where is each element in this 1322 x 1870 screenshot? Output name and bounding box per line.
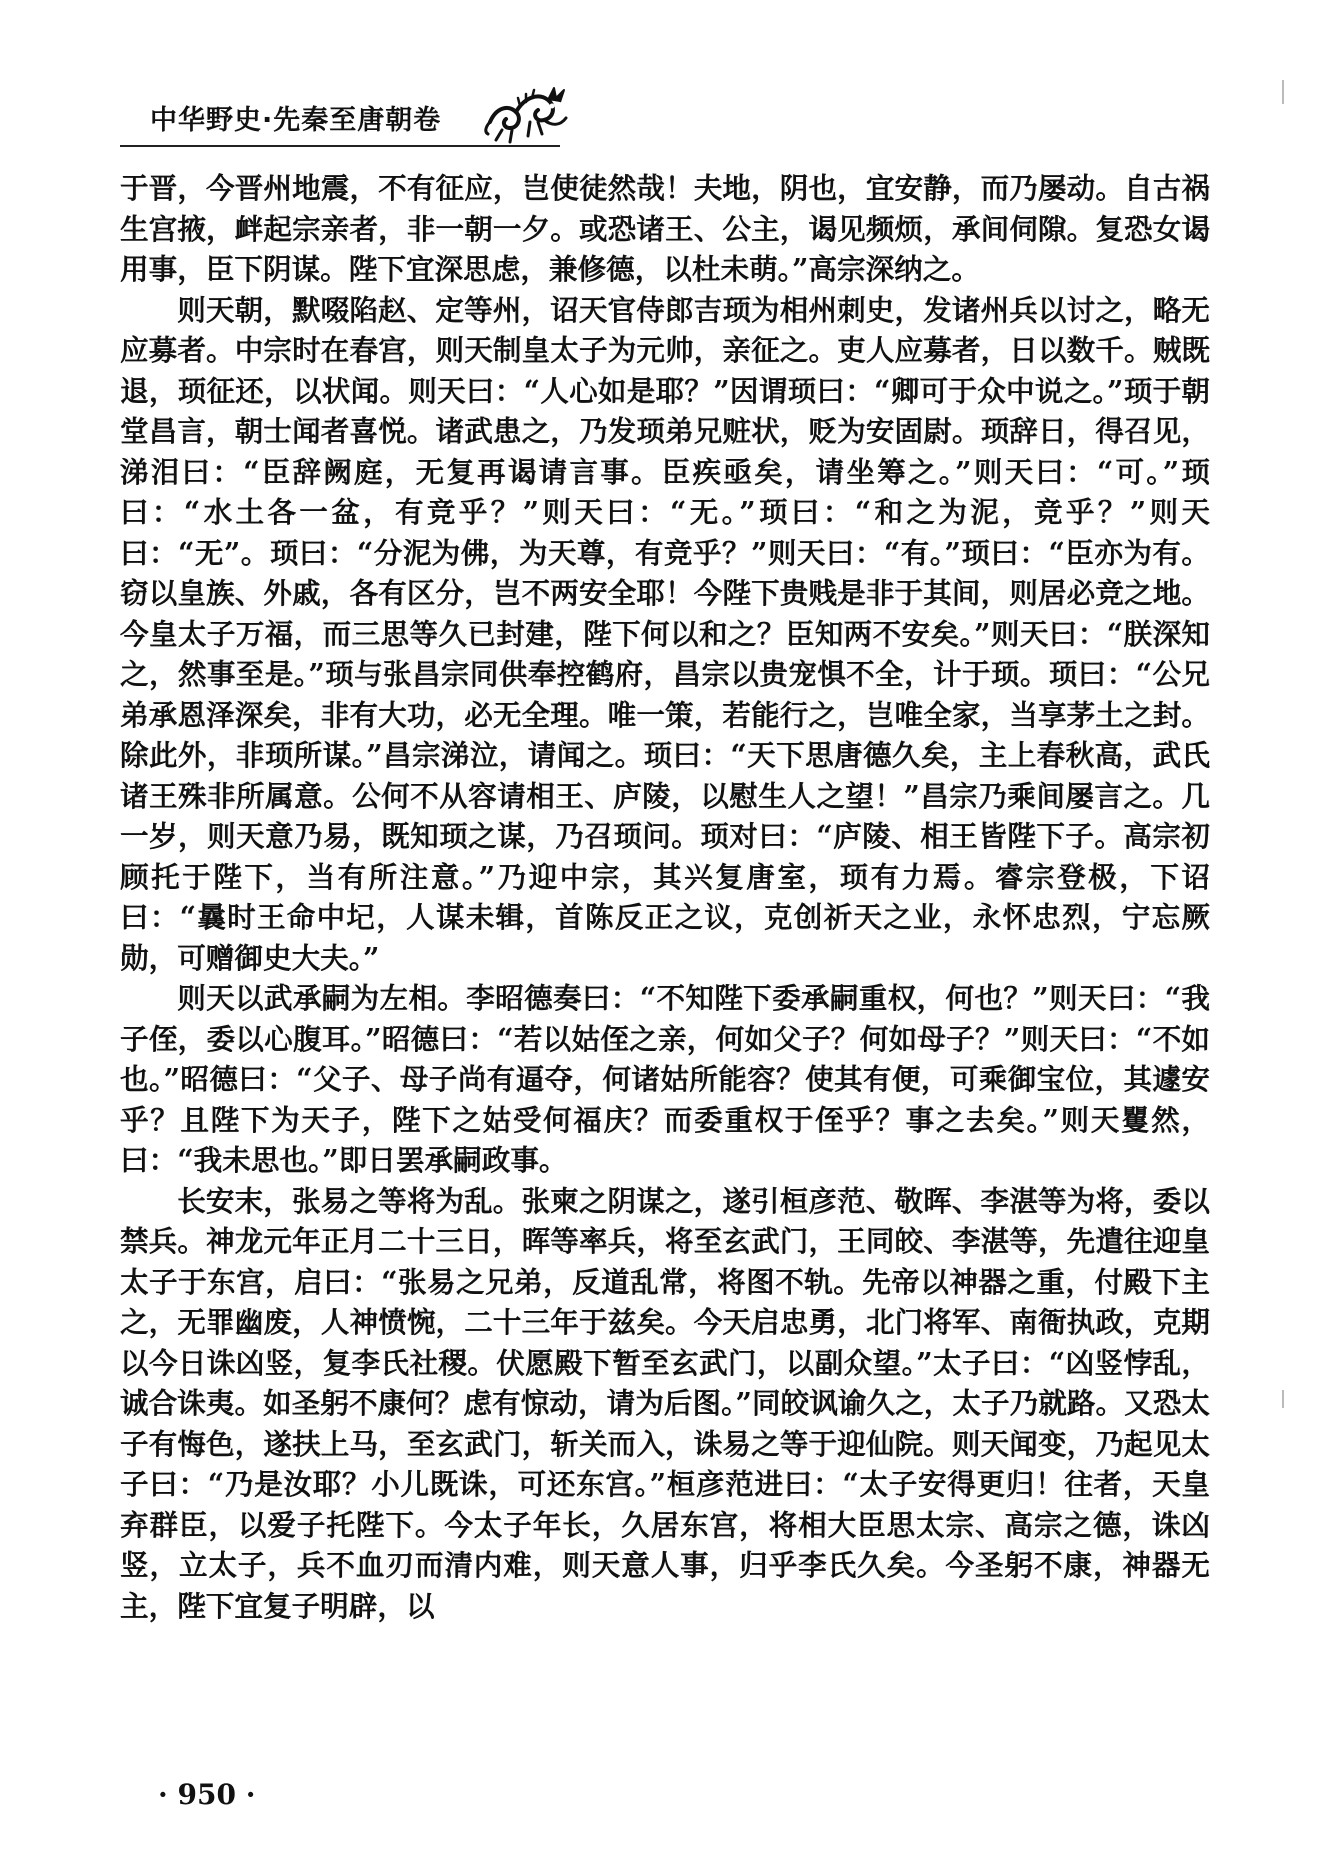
scan-edge-mark [1282,80,1284,104]
page-number: · 950 · [158,1778,256,1811]
dragon-icon [482,82,574,146]
scan-edge-mark [1282,1390,1284,1408]
paragraph-4: 长安末，张易之等将为乱。张柬之阴谋之，遂引桓彦范、敬晖、李湛等为将，委以禁兵。神龙元年正月二十三日，晖等率兵，将至玄武门，王同皎、李湛等，先遣往迎皇太子于东宫，启曰：“张易之兄弟，反道乱常，将图不轨。先帝以神器之重，付殿下主之，无罪幽废，人神愤惋，二十三年于兹矣。今天启忠勇，北门将军、南衙执政，克期以今日诛凶竖，复李氏社稷。伏愿殿下暂至玄武门，以副众望。”太子曰：“凶竖悖乱，诚合诛夷。如圣躬不康何？虑有惊动，请为后图。”同皎讽谕久之，太子乃就路。又恐太子有悔色，遂扶上马，至玄武门，斩关而入，诛易之等于迎仙院。则天闻变，乃起见太子曰：“乃是汝耶？小儿既诛，可还东宫。”桓彦范进曰：“太子安得更归！往者，天皇弃群臣，以爱子托陛下。今太子年长，久居东宫，将相大臣思太宗、高宗之德，诛凶竖，立太子，兵不血刃而清内难，则天意人事，归乎李氏久矣。今圣躬不康，神器无主，陛下宜复子明辟，以 [120,1183,1210,1623]
paragraph-3: 则天以武承嗣为左相。李昭德奏曰：“不知陛下委承嗣重权，何也？”则天曰：“我子侄，委以心腹耳。”昭德曰：“若以姑侄之亲，何如父子？何如母子？”则天曰：“不如也。”昭德曰：“父子、母子尚有逼夺，何诸姑所能容？使其有便，可乘御宝位，其遽安乎？且陛下为天子，陛下之姑受何福庆？而委重权于侄乎？事之去矣。”则天矍然，曰：“我未思也。”即日罢承嗣政事。 [120,981,1210,1177]
page-header [120,90,560,148]
header-rule [120,145,560,147]
paragraph-2: 则天朝，默啜陷赵、定等州，诏天官侍郎吉顼为相州刺史，发诸州兵以讨之，略无应募者。中宗时在春宫，则天制皇太子为元帅，亲征之。吏人应募者，日以数千。贼既退，顼征还，以状闻。则天曰：“人心如是耶？”因谓顼曰：“卿可于众中说之。”顼于朝堂昌言，朝士闻者喜悦。诸武患之，乃发顼弟兄赃状，贬为安固尉。顼辞日，得召见，涕泪曰：“臣辞阙庭，无复再谒请言事。臣疾亟矣，请坐筹之。”则天曰：“可。”顼曰：“水土各一盆，有竞乎？”则天曰：“无。”顼曰：“和之为泥，竞乎？”则天曰：“无”。顼曰：“分泥为佛，为天尊，有竞乎？”则天曰：“有。”顼曰：“臣亦为有。窃以皇族、外戚，各有区分，岂不两安全耶！今陛下贵贱是非于其间，则居必竞之地。今皇太子万福，而三思等久已封建，陛下何以和之？臣知两不安矣。”则天曰：“朕深知之，然事至是。”顼与张昌宗同供奉控鹤府，昌宗以贵宠惧不全，计于顼。顼曰：“公兄弟承恩泽深矣，非有大功，必无全理。唯一策，若能行之，岂唯全家，当享茅土之封。除此外，非顼所谋。”昌宗涕泣，请闻之。顼曰：“天下思唐德久矣，主上春秋高，武氏诸王殊非所属意。公何不从容请相王、庐陵，以慰生人之望！”昌宗乃乘间屡言之。几一岁，则天意乃易，既知顼之谋，乃召顼问。顼对曰：“庐陵、相王皆陛下子。高宗初顾托于陛下，当有所注意。”乃迎中宗，其兴复唐室，顼有力焉。睿宗登极，下诏曰：“曩时王命中圮，人谋未辑，首陈反正之议，克创祈天之业，永怀忠烈，宁忘厥勋，可赠御史大夫。” [120,292,1210,975]
body-text [120,168,1210,1626]
paragraph-1: 于晋，今晋州地震，不有征应，岂使徒然哉！夫地，阴也，宜安静，而乃屡动。自古祸生宫掖，衅起宗亲者，非一朝一夕。或恐诸王、公主，谒见频烦，承间伺隙。复恐女谒用事，臣下阴谋。陛下宜深思虑，兼修德，以杜未萌。”高宗深纳之。 [120,171,1210,286]
book-title: 中华野史·先秦至唐朝卷 [150,105,442,136]
